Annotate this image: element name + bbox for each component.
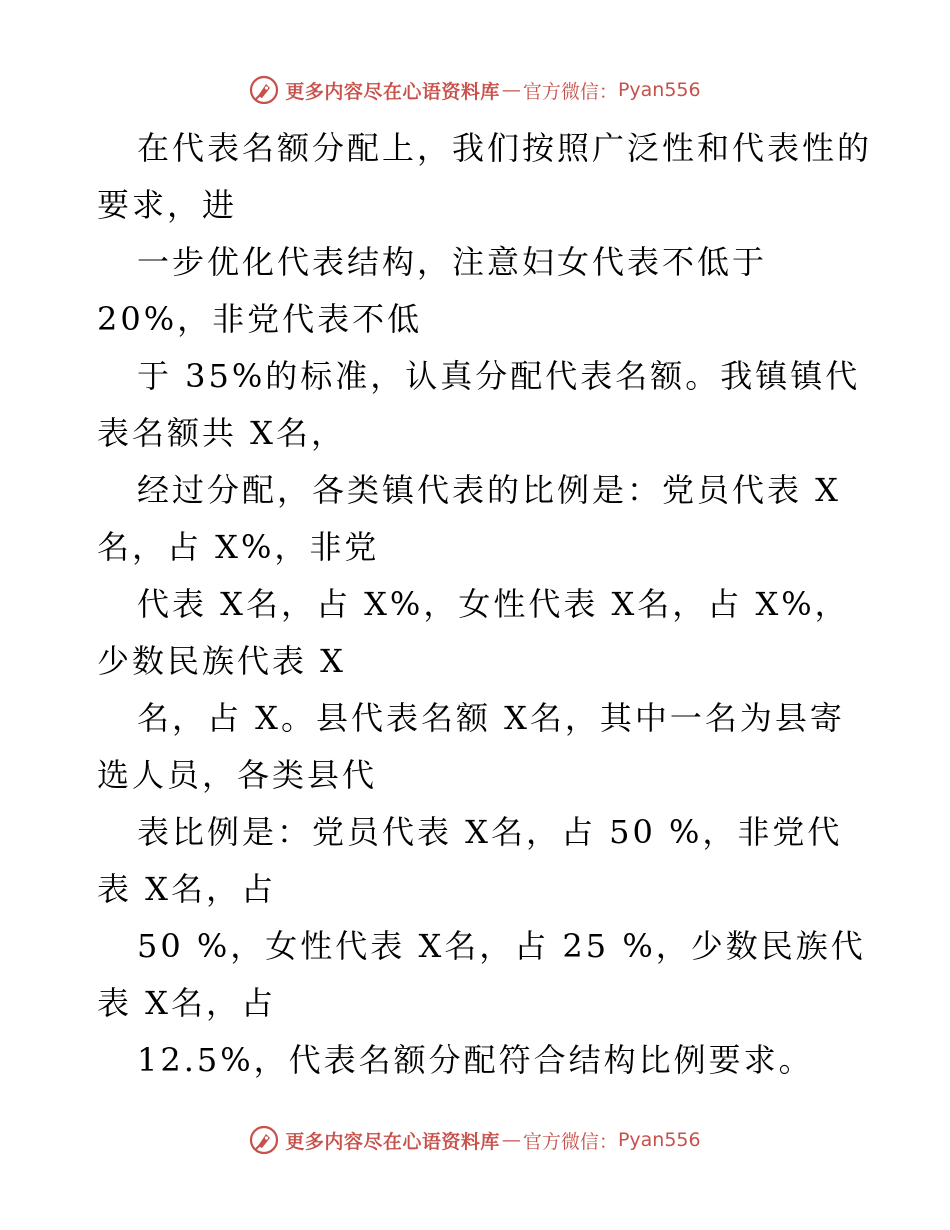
text-line: 少数民族代表 X: [97, 642, 346, 680]
pen-nib-circle-icon: [249, 1125, 279, 1155]
text-line: 表名额共 X名，: [97, 414, 346, 452]
text-line: 表 X名，占: [97, 870, 276, 908]
text-line: 在代表名额分配上，我们按照广泛性和代表性的: [137, 129, 873, 167]
banner-separator: —: [501, 1129, 521, 1151]
document-body: [97, 120, 873, 1089]
pen-nib-circle-icon: [249, 75, 279, 105]
banner-separator: —: [501, 79, 521, 101]
text-line: 选人员，各类县代: [97, 756, 378, 794]
text-line: 名，占 X。县代表名额 X名，其中一名为县寄: [137, 699, 845, 737]
brand-text: 更多内容尽在心语资料库: [285, 1130, 500, 1153]
text-line: 一步优化代表结构，注意妇女代表不低于: [137, 243, 768, 281]
wechat-label: 官方微信：: [522, 80, 618, 103]
text-line: 要求，进: [97, 186, 238, 224]
header-banner: [0, 70, 950, 110]
text-line: 经过分配，各类镇代表的比例是：党员代表 X: [137, 471, 841, 509]
text-line: 名，占 X%，非党: [97, 528, 380, 566]
wechat-id: Pyan556: [617, 1129, 701, 1151]
text-line: 12.5%，代表名额分配符合结构比例要求。: [137, 1041, 814, 1079]
text-line: 表 X名，占: [97, 984, 276, 1022]
footer-banner: [0, 1120, 950, 1160]
text-line: 20%，非党代表不低: [97, 300, 423, 338]
brand-text: 更多内容尽在心语资料库: [285, 80, 500, 103]
text-line: 于 35%的标准，认真分配代表名额。我镇镇代: [137, 357, 861, 395]
wechat-label: 官方微信：: [522, 1130, 618, 1153]
text-line: 代表 X名，占 X%，女性代表 X名，占 X%，: [137, 585, 850, 623]
text-line: 表比例是：党员代表 X名，占 50 %，非党代: [137, 813, 843, 851]
wechat-id: Pyan556: [617, 79, 701, 101]
text-line: 50 %，女性代表 X名，占 25 %，少数民族代: [137, 927, 866, 965]
